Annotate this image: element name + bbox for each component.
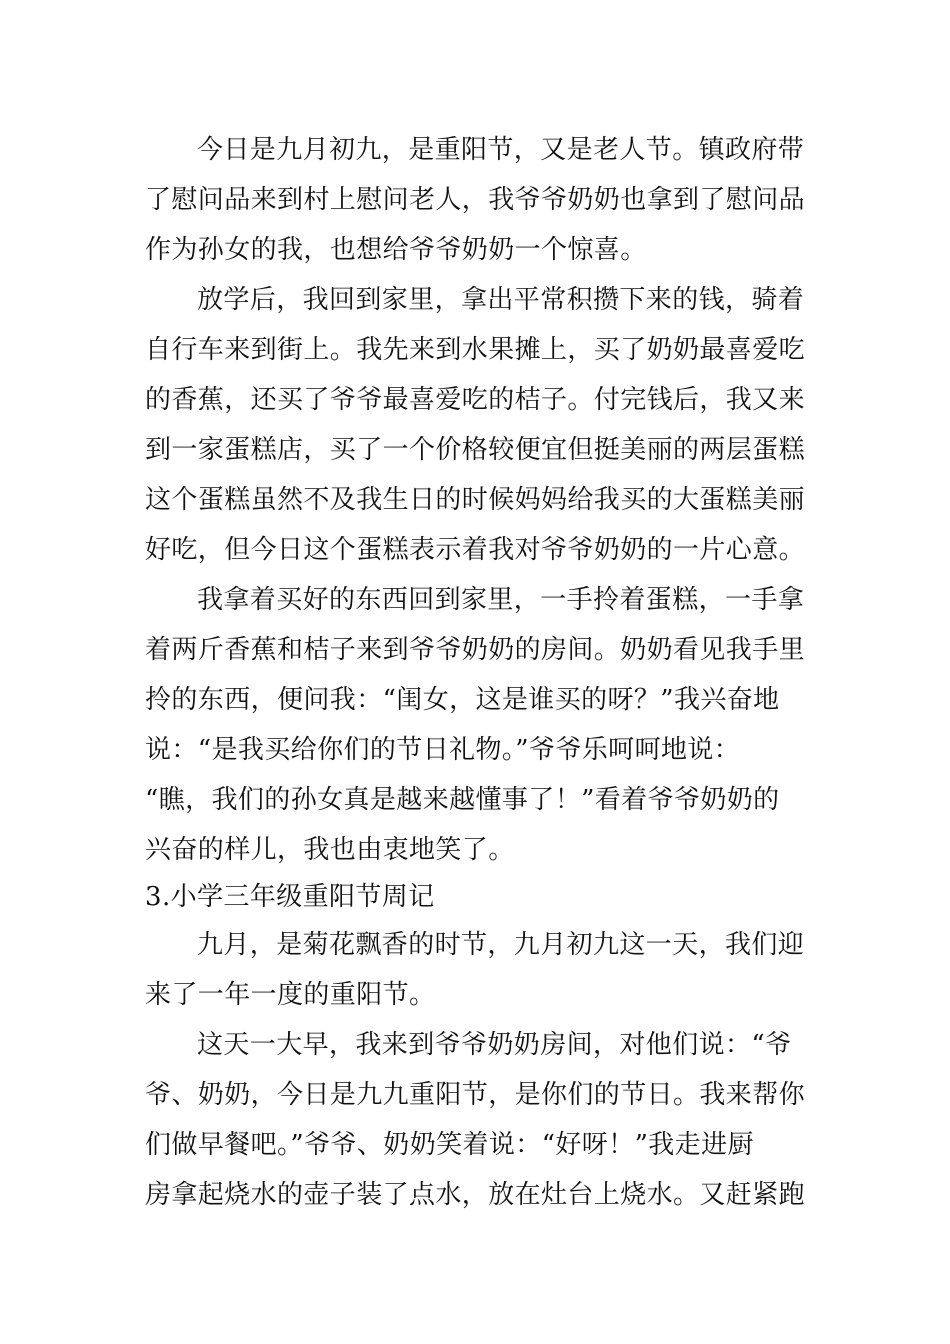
section-heading: 3.小学三年级重阳节周记 [145, 882, 435, 912]
text-line: 九月，是菊花飘香的时节，九月初九这一天，我们迎 [197, 930, 805, 960]
text-line: 作为孙女的我，也想给爷爷奶奶一个惊喜。 [145, 235, 647, 265]
text-line: 这个蛋糕虽然不及我生日的时候妈妈给我买的大蛋糕美丽 [145, 485, 806, 515]
text-line: 们做早餐吧。”爷爷、奶奶笑着说：“好呀！”我走进厨 [145, 1130, 754, 1160]
text-line: 着两斤香蕉和桔子来到爷爷奶奶的房间。奶奶看见我手里 [145, 635, 806, 665]
text-line: 来了一年一度的重阳节。 [145, 980, 436, 1010]
text-line: 自行车来到街上。我先来到水果摊上，买了奶奶最喜爱吃 [145, 335, 806, 365]
text-line: 到一家蛋糕店，买了一个价格较便宜但挺美丽的两层蛋糕 [145, 435, 806, 465]
text-line: 爷、奶奶，今日是九九重阳节，是你们的节日。我来帮你 [145, 1080, 806, 1110]
text-line: 今日是九月初九，是重阳节，又是老人节。镇政府带 [197, 135, 805, 165]
text-line: 兴奋的样儿，我也由衷地笑了。 [145, 835, 515, 865]
text-line: 房拿起烧水的壶子装了点水，放在灶台上烧水。又赶紧跑 [145, 1180, 806, 1210]
text-line: 说：“是我买给你们的节日礼物。”爷爷乐呵呵地说： [145, 735, 741, 765]
text-line: “瞧，我们的孙女真是越来越懂事了！”看着爷爷奶奶的 [145, 785, 780, 815]
text-line: 的香蕉，还买了爷爷最喜爱吃的桔子。付完钱后，我又来 [145, 385, 806, 415]
text-line: 我拿着买好的东西回到家里，一手拎着蛋糕，一手拿 [197, 585, 805, 615]
text-line: 放学后，我回到家里，拿出平常积攒下来的钱，骑着 [197, 285, 805, 315]
text-line: 拎的东西，便问我：“闺女，这是谁买的呀？”我兴奋地 [145, 685, 780, 715]
text-line: 了慰问品来到村上慰问老人，我爷爷奶奶也拿到了慰问品 [145, 185, 806, 215]
text-line: 好吃，但今日这个蛋糕表示着我对爷爷奶奶的一片心意。 [145, 535, 806, 565]
text-line: 这天一大早，我来到爷爷奶奶房间，对他们说：“爷 [197, 1030, 792, 1060]
